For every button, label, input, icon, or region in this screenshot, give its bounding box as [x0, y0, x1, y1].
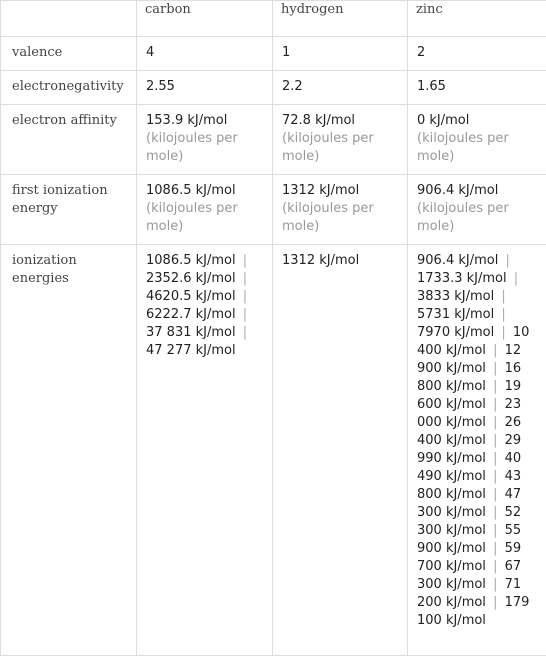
cell-affinity-hydrogen	[273, 105, 408, 175]
ionization-energy-value: 43 800 kJ/mol	[417, 469, 521, 502]
ionization-energy-value: 1733.3 kJ/mol	[417, 271, 507, 286]
column-header-zinc: zinc	[408, 1, 546, 37]
cell-valence-hydrogen: 1	[273, 37, 408, 71]
ionization-energy-value: 59 700 kJ/mol	[417, 541, 521, 574]
ionization-energy-value: 19 600 kJ/mol	[417, 379, 521, 412]
ionization-energy-value: 1312 kJ/mol	[282, 253, 359, 268]
list-separator: |	[240, 307, 250, 322]
unit-description: (kilojoules per mole)	[146, 201, 238, 234]
ionization-energy-value: 29 990 kJ/mol	[417, 433, 521, 466]
row-label-ionization-energies: ionization energies	[1, 245, 137, 656]
affinity-value: 0 kJ/mol	[417, 113, 469, 128]
list-separator: |	[490, 523, 500, 538]
ionization-energy-value: 6222.7 kJ/mol	[146, 307, 236, 322]
cell-ionization-energies-zinc	[408, 245, 546, 656]
list-separator: |	[498, 307, 508, 322]
cell-first-ionization-hydrogen	[273, 175, 408, 245]
row-electronegativity	[1, 71, 546, 105]
ionization-energy-value: 906.4 kJ/mol	[417, 253, 498, 268]
row-valence	[1, 37, 546, 71]
list-separator: |	[490, 595, 500, 610]
ionization-energy-value: 47 300 kJ/mol	[417, 487, 521, 520]
list-separator: |	[490, 577, 500, 592]
row-label-first-ionization-energy: first ionization energy	[1, 175, 137, 245]
list-separator: |	[490, 469, 500, 484]
unit-description: (kilojoules per mole)	[282, 131, 374, 164]
ionization-energy-value: 40 490 kJ/mol	[417, 451, 521, 484]
cell-affinity-carbon	[137, 105, 273, 175]
ionization-energy-value: 12 900 kJ/mol	[417, 343, 521, 376]
ionization-energy-value: 10 400 kJ/mol	[417, 325, 529, 358]
ionization-energy-value: 1086.5 kJ/mol	[146, 253, 236, 268]
row-ionization-energies	[1, 245, 546, 656]
unit-description: (kilojoules per mole)	[417, 201, 509, 234]
ionization-energy-value: 4620.5 kJ/mol	[146, 289, 236, 304]
ionization-energy-value: 55 900 kJ/mol	[417, 523, 521, 556]
ionization-energy-value: 47 277 kJ/mol	[146, 343, 236, 358]
list-separator: |	[490, 451, 500, 466]
cell-ionization-energies-hydrogen	[273, 245, 408, 656]
header-row	[1, 1, 546, 37]
first-ionization-value: 1086.5 kJ/mol	[146, 183, 236, 198]
list-separator: |	[240, 253, 250, 268]
ionization-energy-value: 52 300 kJ/mol	[417, 505, 521, 538]
ionization-energy-value: 16 800 kJ/mol	[417, 361, 521, 394]
list-separator: |	[502, 253, 512, 268]
unit-description: (kilojoules per mole)	[282, 201, 374, 234]
cell-first-ionization-carbon	[137, 175, 273, 245]
list-separator: |	[240, 289, 250, 304]
ionization-energy-value: 5731 kJ/mol	[417, 307, 494, 322]
ionization-energy-value: 71 200 kJ/mol	[417, 577, 521, 610]
list-separator: |	[490, 361, 500, 376]
cell-electronegativity-carbon: 2.55	[137, 71, 273, 105]
list-separator: |	[490, 415, 500, 430]
ionization-energy-value: 26 400 kJ/mol	[417, 415, 521, 448]
list-separator: |	[490, 505, 500, 520]
affinity-value: 153.9 kJ/mol	[146, 113, 227, 128]
unit-description: (kilojoules per mole)	[417, 131, 509, 164]
row-label-electron-affinity: electron affinity	[1, 105, 137, 175]
list-separator: |	[490, 487, 500, 502]
list-separator: |	[490, 379, 500, 394]
cell-affinity-zinc	[408, 105, 546, 175]
list-separator: |	[240, 271, 250, 286]
cell-valence-carbon: 4	[137, 37, 273, 71]
row-electron-affinity	[1, 105, 546, 175]
list-separator: |	[498, 289, 508, 304]
cell-electronegativity-hydrogen: 2.2	[273, 71, 408, 105]
list-separator: |	[490, 541, 500, 556]
affinity-value: 72.8 kJ/mol	[282, 113, 355, 128]
cell-valence-zinc: 2	[408, 37, 546, 71]
row-first-ionization-energy	[1, 175, 546, 245]
list-separator: |	[490, 559, 500, 574]
column-header-hydrogen: hydrogen	[273, 1, 408, 37]
column-header-carbon: carbon	[137, 1, 273, 37]
ionization-energy-value: 7970 kJ/mol	[417, 325, 494, 340]
ionization-energy-value: 37 831 kJ/mol	[146, 325, 236, 340]
ionization-energy-value: 2352.6 kJ/mol	[146, 271, 236, 286]
ionization-energy-value: 23 000 kJ/mol	[417, 397, 521, 430]
cell-ionization-energies-carbon	[137, 245, 273, 656]
row-label-electronegativity: electronegativity	[1, 71, 137, 105]
corner-cell	[1, 1, 137, 37]
unit-description: (kilojoules per mole)	[146, 131, 238, 164]
ionization-energy-value: 3833 kJ/mol	[417, 289, 494, 304]
ionization-energy-value: 179 100 kJ/mol	[417, 595, 529, 628]
first-ionization-value: 1312 kJ/mol	[282, 183, 359, 198]
list-separator: |	[490, 397, 500, 412]
cell-first-ionization-zinc	[408, 175, 546, 245]
first-ionization-value: 906.4 kJ/mol	[417, 183, 498, 198]
list-separator: |	[490, 343, 500, 358]
row-label-valence: valence	[1, 37, 137, 71]
list-separator: |	[498, 325, 508, 340]
list-separator: |	[511, 271, 521, 286]
cell-electronegativity-zinc: 1.65	[408, 71, 546, 105]
ionization-energy-value: 67 300 kJ/mol	[417, 559, 521, 592]
list-separator: |	[240, 325, 250, 340]
list-separator: |	[490, 433, 500, 448]
